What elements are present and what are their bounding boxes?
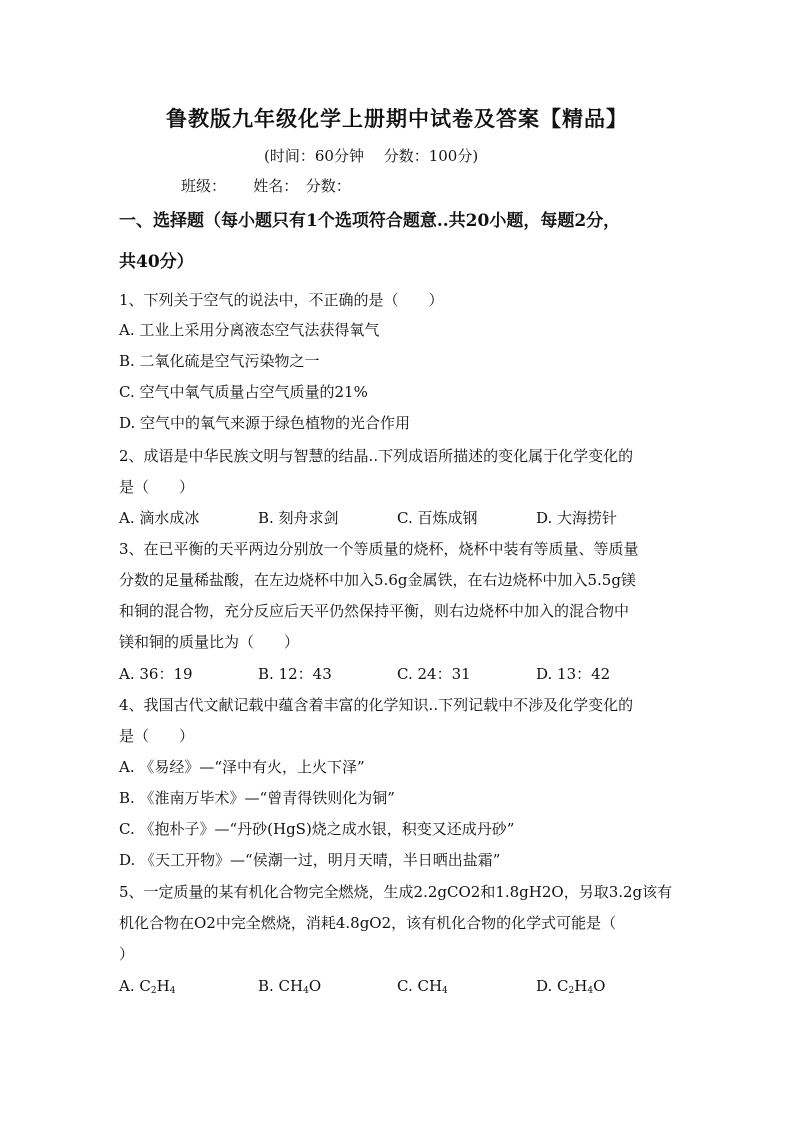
question-4-option-b: B. 《淮南万毕术》—“曾青得铁则化为铜” [119,789,395,807]
question-1-option-b: B. 二氧化硫是空气污染物之一 [119,352,320,370]
question-3-stem-cont-1: 分数的足量稀盐酸，在左边烧杯中加入5.6g金属铁，在右边烧杯中加入5.5g镁 [119,571,636,589]
question-3-stem: 3、在已平衡的天平两边分别放一个等质量的烧杯，烧杯中装有等质量、等质量 [119,540,639,558]
question-5-option-c: C. $CH_4$ [397,977,448,996]
question-2-option-b: B. 刻舟求剑 [258,509,339,527]
section-heading: 一、选择题（每小题只有1个选项符合题意..共20小题，每题2分， [119,211,621,231]
question-2-stem-cont: 是（ ） [119,478,195,496]
question-4-stem-cont: 是（ ） [119,727,195,745]
question-5-stem: 5、一定质量的某有机化合物完全燃烧，生成2.2gCO2和1.8gH2O，另取3.2g该有 [119,883,673,901]
question-3-option-b: B. 12：43 [258,665,332,683]
question-5-option-d: D. $C_2H_4O$ [536,977,606,996]
question-5-stem-cont-1: 机化合物在O2中完全燃烧，消耗4.8gO2，该有机化合物的化学式可能是（ [119,914,617,932]
question-4-stem: 4、我国古代文献记载中蕴含着丰富的化学知识..下列记载中不涉及化学变化的 [119,696,634,714]
question-3-option-c: C. 24：31 [397,665,471,683]
question-4-option-d: D. 《天工开物》—“侯潮一过，明月天晴，半日晒出盐霜” [119,851,501,869]
question-5-option-a: A. $C_2H_4$ [119,977,176,996]
question-1-stem: 1、下列关于空气的说法中，不正确的是（ ） [119,291,444,309]
question-3-stem-cont-2: 和铜的混合物，充分反应后天平仍然保持平衡，则右边烧杯中加入的混合物中 [119,602,630,620]
question-2-option-d: D. 大海捞针 [536,509,618,527]
section-heading-cont: 共40分） [119,252,194,272]
question-1-option-d: D. 空气中的氧气来源于绿色植物的光合作用 [119,414,411,432]
question-2-option-a: A. 滴水成冰 [119,509,200,527]
question-5-stem-cont-2: ） [119,945,135,963]
question-4-option-c: C. 《抱朴子》—“丹砂(HgS)烧之成水银，积变又还成丹砂” [119,820,515,838]
page-title: 鲁教版九年级化学上册期中试卷及答案【精品】 [166,106,628,131]
question-3-stem-cont-3: 镁和铜的质量比为（ ） [119,633,300,651]
question-1-option-a: A. 工业上采用分离液态空气法获得氧气 [119,321,380,339]
question-2-stem: 2、成语是中华民族文明与智慧的结晶..下列成语所描述的变化属于化学变化的 [119,447,634,465]
student-info-line: 班级： 姓名： 分数： [181,177,351,195]
question-4-option-a: A. 《易经》—“泽中有火，上火下泽” [119,758,365,776]
question-3-option-d: D. 13：42 [536,665,611,683]
exam-time-score: (时间：60分钟 分数：100分) [264,147,479,165]
question-5-option-b: B. $CH_4O$ [258,977,322,996]
question-1-option-c: C. 空气中氧气质量占空气质量的21% [119,383,368,401]
question-3-option-a: A. 36：19 [119,665,193,683]
question-2-option-c: C. 百炼成钢 [397,509,478,527]
